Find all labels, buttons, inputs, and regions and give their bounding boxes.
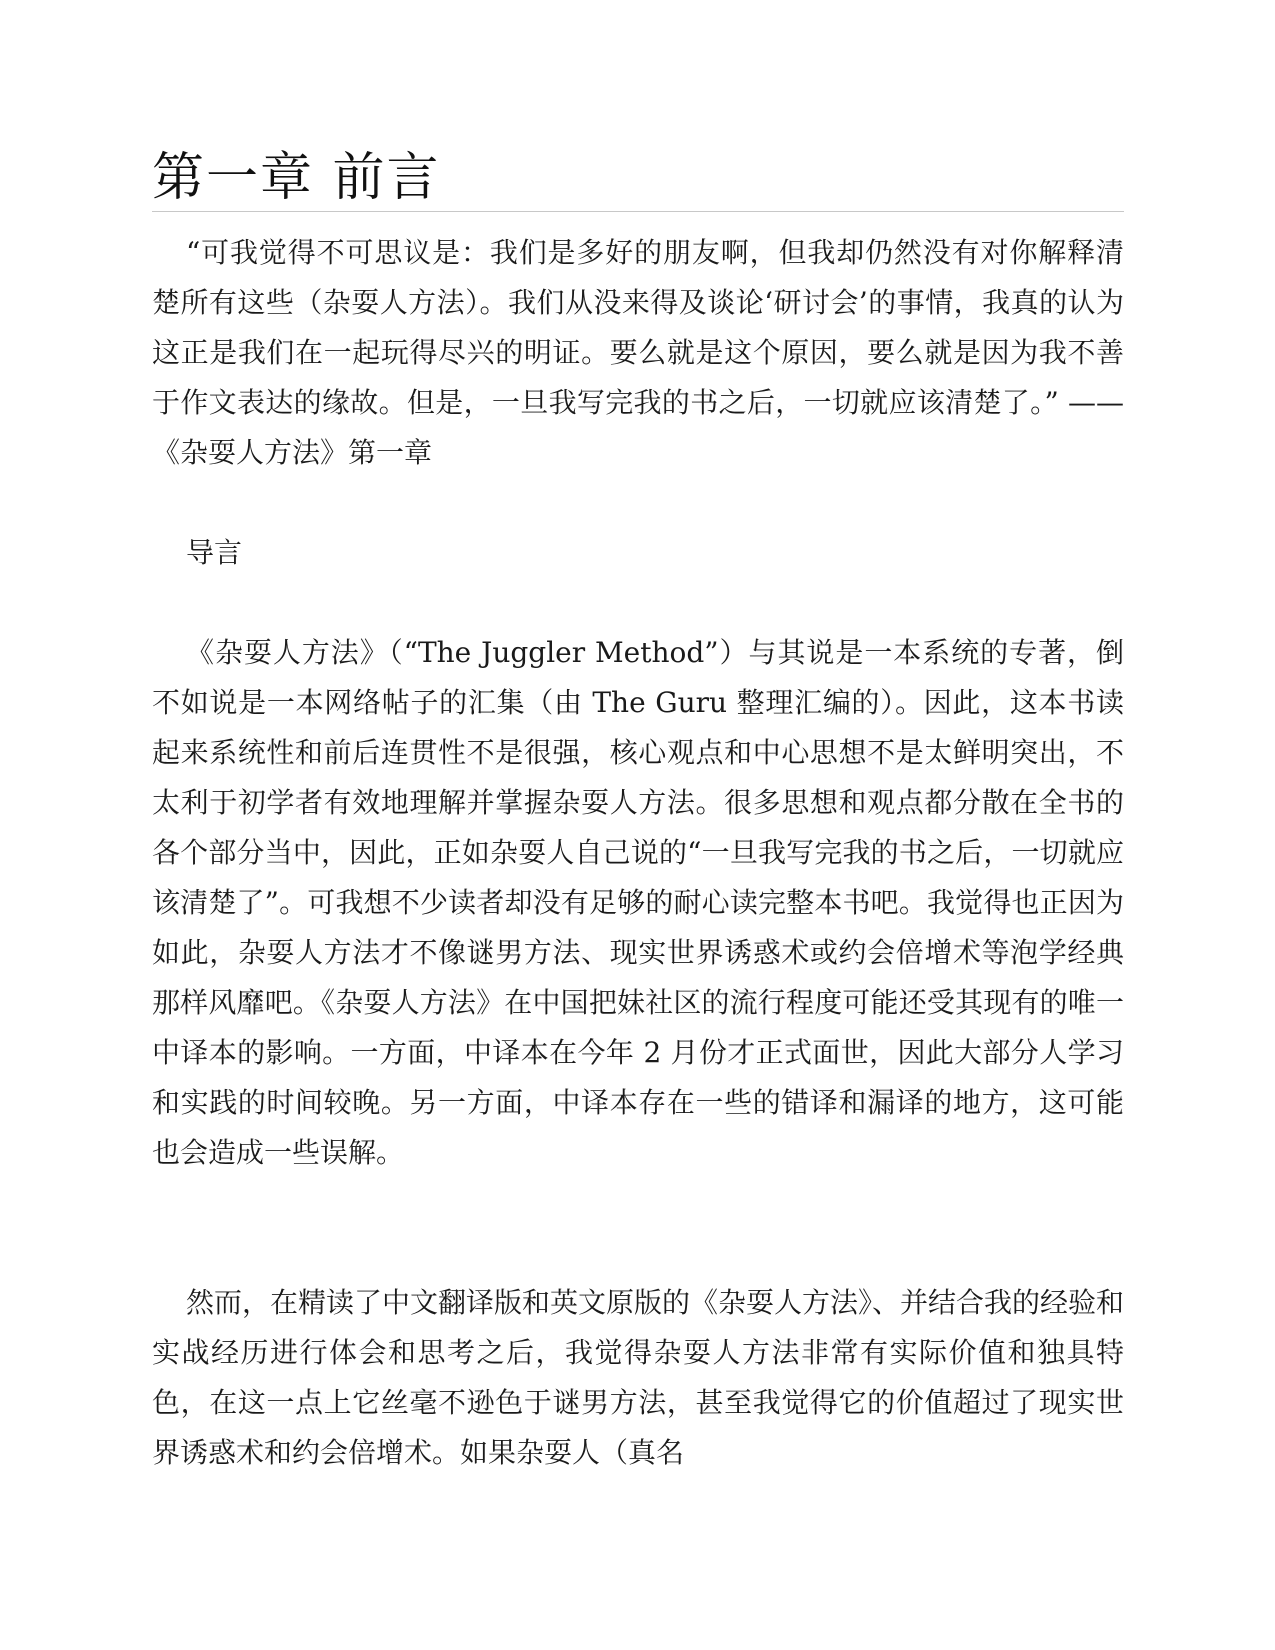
opening-quote-paragraph: “可我觉得不可思议是：我们是多好的朋友啊，但我却仍然没有对你解释清楚所有这些（杂耍人方法）。我们从没来得及谈论‘研讨会’的事情，我真的认为这正是我们在一起玩得尽兴的明证。要么就是这个原因，要么就是因为我不善于作文表达的缘故。但是，一旦我写完我的书之后，一切就应该清楚了。” ——《杂耍人方法》第一章 bbox=[152, 236, 1124, 469]
document-page bbox=[152, 0, 1124, 1650]
chapter-title: 第一章 前言 bbox=[152, 148, 441, 208]
section-heading-introduction: 导言 bbox=[186, 536, 243, 569]
body-paragraph-2: 然而，在精读了中文翻译版和英文原版的《杂耍人方法》、并结合我的经验和实战经历进行体会和思考之后，我觉得杂耍人方法非常有实际价值和独具特色，在这一点上它丝毫不逊色于谜男方法，甚至我觉得它的价值超过了现实世界诱惑术和约会倍增术。如果杂耍人（真名 bbox=[152, 1286, 1125, 1469]
title-divider bbox=[152, 211, 1124, 212]
body-paragraph-1: 《杂耍人方法》（“The Juggler Method”）与其说是一本系统的专著，倒不如说是一本网络帖子的汇集（由 The Guru 整理汇编的）。因此，这本书读起来系统性和前后连贯性不是很强，核心观点和中心思想不是太鲜明突出，不太利于初学者有效地理解并掌握杂耍人方法。很多思想和观点都分散在全书的各个部分当中，因此，正如杂耍人自己说的“一旦我写完我的书之后，一切就应该清楚了”。可我想不少读者却没有足够的耐心读完整本书吧。我觉得也正因为如此，杂耍人方法才不像谜男方法、现实世界诱惑术或约会倍增术等泡学经典那样风靡吧。《杂耍人方法》在中国把妹社区的流行程度可能还受其现有的唯一中译本的影响。一方面，中译本在今年 2 月份才正式面世，因此大部分人学习和实践的时间较晚。另一方面，中译本存在一些的错译和漏译的地方，这可能也会造成一些误解。 bbox=[152, 636, 1124, 1169]
